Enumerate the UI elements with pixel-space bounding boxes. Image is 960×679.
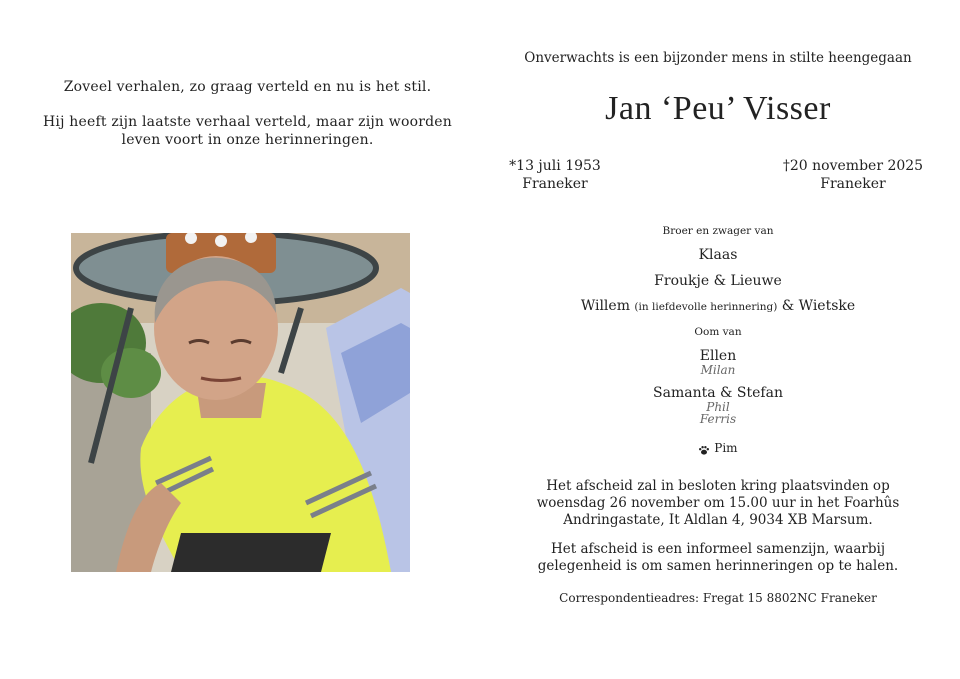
sibling-3-note: (in liefdevolle herinnering) — [634, 301, 778, 313]
sibling-2: Froukje & Lieuwe — [654, 273, 782, 289]
correspondence-address: Correspondentieadres: Fregat 15 8802NC Franeker — [559, 591, 877, 605]
birth-date: *13 juli 1953 — [509, 158, 601, 174]
birth-info — [500, 157, 610, 193]
sibling-heading: Broer en zwager van — [662, 225, 774, 237]
portrait-photo — [71, 233, 410, 572]
farewell-2-line-1: Het afscheid is een informeel samenzijn, waarbij — [550, 541, 886, 557]
uncle-heading: Oom van — [694, 326, 742, 338]
poem-line-1: Zoveel verhalen, zo graag verteld en nu is het stil. — [63, 79, 432, 95]
pet-name: Pim — [714, 441, 738, 455]
death-date: †20 november 2025 — [782, 158, 924, 174]
farewell-info — [500, 541, 936, 575]
niece-1: Ellen — [699, 348, 737, 364]
deceased-name: Jan ‘Peu’ Visser — [605, 90, 831, 127]
birth-place: Franeker — [522, 176, 588, 192]
sibling-1: Klaas — [698, 247, 738, 263]
sibling-3-partner: & Wietske — [781, 298, 856, 314]
farewell-details — [500, 478, 936, 529]
pet-line — [500, 441, 936, 455]
niece-2-child-1: Phil — [706, 400, 730, 414]
farewell-1-line-1: Het afscheid zal in besloten kring plaatsvinden op — [546, 478, 890, 494]
sibling-3-name: Willem — [580, 298, 630, 314]
sibling-3 — [500, 298, 936, 314]
death-place: Franeker — [820, 176, 886, 192]
poem — [30, 78, 465, 149]
intro-text: Onverwachts is een bijzonder mens in stilte heengegaan — [524, 50, 912, 66]
poem-line-2: Hij heeft zijn laatste verhaal verteld, maar zijn woorden — [43, 114, 452, 130]
paw-icon — [698, 444, 710, 454]
poem-line-3: leven voort in onze herinneringen. — [121, 132, 374, 148]
niece-2: Samanta & Stefan — [653, 385, 783, 401]
farewell-1-line-2: woensdag 26 november om 15.00 uur in het Foarhûs — [536, 495, 900, 511]
niece-2-child-2: Ferris — [699, 412, 737, 426]
death-info — [778, 157, 928, 193]
niece-1-child: Milan — [700, 363, 736, 377]
farewell-1-line-3: Andringastate, It Aldlan 4, 9034 XB Marsum. — [563, 512, 873, 528]
farewell-2-line-2: gelegenheid is om samen herinneringen op te halen. — [537, 558, 899, 574]
